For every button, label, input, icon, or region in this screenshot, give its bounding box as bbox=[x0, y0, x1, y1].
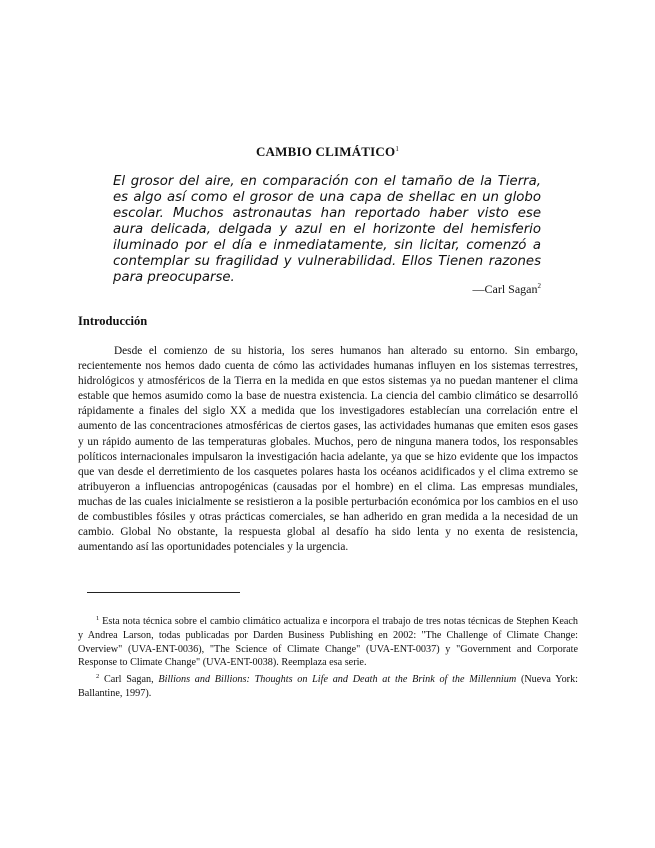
footnote-2-publisher: (Nueva York: Ballantine, 1997). bbox=[78, 674, 578, 699]
footnote-separator bbox=[87, 592, 240, 593]
footnote-2-author: Carl Sagan, bbox=[103, 674, 154, 686]
footnote-2-mark: 2 bbox=[96, 673, 100, 681]
footnote-1-text: Esta nota técnica sobre el cambio climático actualiza e incorpora el trabajo de tres notas técnicas de Stephen Keach y Andrea Larson, todas publicadas por Darden Business Publishing en 2002: "The Challenge of Climate Change: Overview" (UVA-ENT-0036), "The Science of Climate Change" (UVA-ENT-0037) y "Government and Corporate Response to Climate Change" (UVA-ENT-0038). Reemplaza esa serie. bbox=[78, 616, 579, 669]
title-text: CAMBIO CLIMÁTICO bbox=[255, 144, 396, 159]
footnote-1 bbox=[78, 612, 578, 670]
section-heading: Introducción bbox=[78, 314, 148, 328]
footnote-2-book-title: Billions and Billions: Thoughts on Life and Death at the Brink of the Millennium bbox=[158, 674, 517, 686]
footnote-2 bbox=[78, 670, 578, 701]
document-title bbox=[0, 144, 655, 160]
epigraph-attribution bbox=[473, 282, 542, 297]
footnote-ref-1[interactable]: 1 bbox=[395, 145, 400, 153]
footnotes bbox=[78, 612, 578, 701]
footnote-ref-2[interactable]: 2 bbox=[537, 282, 541, 290]
epigraph-quote: El grosor del aire, en comparación con el tamaño de la Tierra, es algo así como el grosor de una capa de shellac en un globo escolar. Muchos astronautas han reportado haber visto ese aura delicada, delgada y azul en el horizonte del hemisferio iluminado por el día e inmediatamente, sin licitar, comenzó a contemplar su fragilidad y vulnerabilidad. Ellos Tienen razones para preocuparse. bbox=[113, 174, 541, 285]
attribution-text: —Carl Sagan bbox=[472, 282, 538, 296]
body-paragraph: Desde el comienzo de su historia, los seres humanos han alterado su entorno. Sin embargo, recientemente nos hemos dado cuenta de cómo las actividades humanas influyen en los sistemas terrestres, hidrológicos y atmosféricos de la Tierra en la medida en que estos sistemas ya no puedan mantener el clima estable que hemos asumido como la base de nuestra existencia. La ciencia del cambio climático se desarrolló rápidamente a finales del siglo XX a medida que los investigadores establecían una correlación entre el aumento de las concentraciones atmosféricas de ciertos gases, las actividades humanas que emiten esos gases y un rápido aumento de las temperaturas globales. Muchos, pero de ninguna manera todos, los responsables políticos internacionales impulsaron la investigación hacia adelante, ya que se hizo evidente que los impactos que van desde el derretimiento de los casquetes polares hasta los océanos acidificados y el clima extremo se atribuyeron a influencias antropogénicas (causadas por el hombre) en el clima. Las empresas mundiales, muchas de las cuales inicialmente se resistieron a la posible perturbación económica por los cambios en el uso de combustibles fósiles y otras prácticas comerciales, se han adherido en gran medida a la necesidad de un cambio. Global No obstante, la respuesta global al desafío ha sido lenta y no exenta de resistencia, aumentando así las oportunidades potenciales y la urgencia. bbox=[78, 345, 578, 554]
footnote-1-mark: 1 bbox=[96, 615, 100, 622]
